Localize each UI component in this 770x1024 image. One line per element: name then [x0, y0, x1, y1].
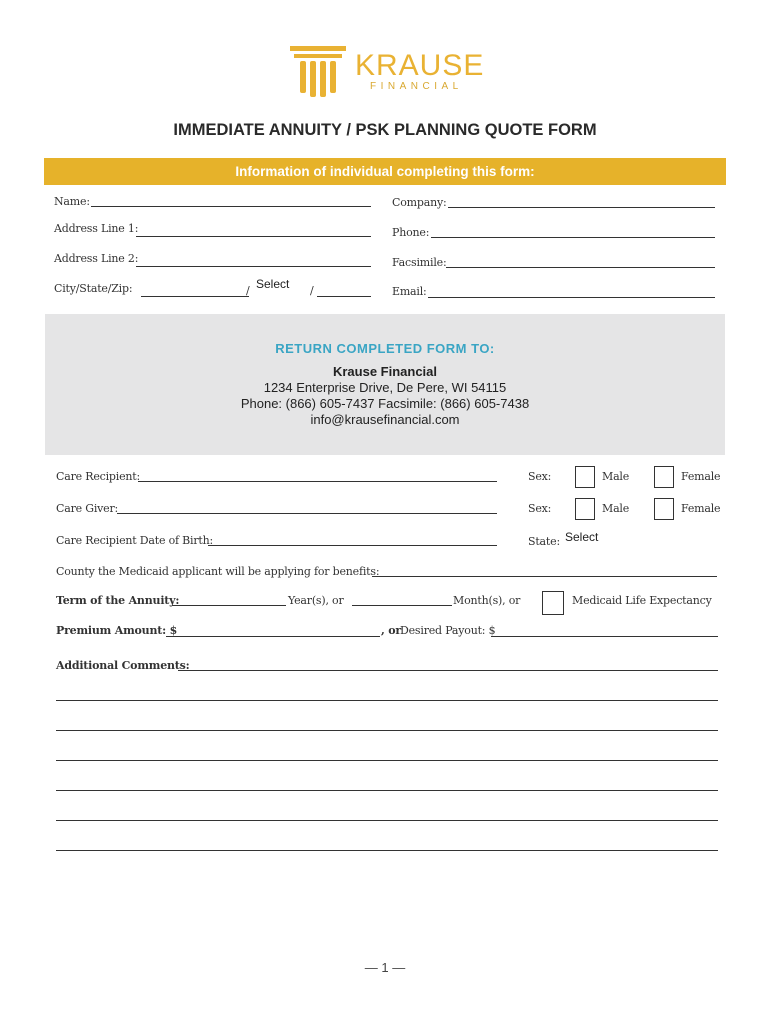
return-email[interactable]: info@krausefinancial.com — [310, 412, 460, 427]
slash-separator: / — [310, 284, 314, 297]
company-label: Company: — [392, 196, 447, 209]
care-recipient-field[interactable] — [138, 481, 497, 482]
comments-line[interactable] — [56, 790, 718, 791]
female-label: Female — [681, 470, 721, 483]
county-label: County the Medicaid applicant will be applying for benefits: — [56, 565, 380, 578]
dob-label: Care Recipient Date of Birth: — [56, 534, 214, 547]
return-address: 1234 Enterprise Drive, De Pere, WI 54115 — [263, 380, 507, 395]
female-label: Female — [681, 502, 721, 515]
address2-label: Address Line 2: — [54, 252, 139, 265]
phone-label: Phone: — [392, 226, 430, 239]
phone-field[interactable] — [431, 237, 715, 238]
medicaid-life-expectancy-checkbox[interactable] — [542, 591, 564, 615]
female-checkbox[interactable] — [654, 498, 674, 520]
name-label: Name: — [54, 195, 90, 208]
years-label: Year(s), or — [288, 594, 344, 607]
slash-separator: / — [246, 284, 250, 297]
facsimile-field[interactable] — [446, 267, 715, 268]
care-giver-field[interactable] — [117, 513, 497, 514]
address1-field[interactable] — [136, 236, 371, 237]
comments-label: Additional Comments: — [56, 659, 190, 672]
email-field[interactable] — [428, 297, 715, 298]
years-field[interactable] — [172, 605, 286, 606]
return-heading: RETURN COMPLETED FORM TO: — [275, 341, 495, 356]
months-label: Month(s), or — [453, 594, 521, 607]
county-field[interactable] — [372, 576, 717, 577]
return-phones: Phone: (866) 605-7437 Facsimile: (866) 605-7438 — [240, 396, 530, 411]
male-checkbox[interactable] — [575, 466, 595, 488]
term-label: Term of the Annuity: — [56, 594, 180, 607]
female-checkbox[interactable] — [654, 466, 674, 488]
comments-line[interactable] — [56, 850, 718, 851]
sex-label: Sex: — [528, 470, 552, 483]
payout-label: Desired Payout: $ — [400, 624, 496, 637]
address2-field[interactable] — [136, 266, 371, 267]
sex-label: Sex: — [528, 502, 552, 515]
dob-field[interactable] — [208, 545, 497, 546]
male-label: Male — [602, 470, 630, 483]
payout-field[interactable] — [491, 636, 718, 637]
pillar-icon — [290, 46, 346, 100]
or-label: , or — [381, 624, 401, 637]
address1-label: Address Line 1: — [54, 222, 139, 235]
comments-line[interactable] — [56, 820, 718, 821]
medicaid-life-expectancy-label: Medicaid Life Expectancy — [572, 594, 712, 607]
male-label: Male — [602, 502, 630, 515]
state-select[interactable]: Select — [256, 277, 290, 291]
return-company: Krause Financial — [332, 364, 438, 379]
months-field[interactable] — [352, 605, 452, 606]
email-label: Email: — [392, 285, 427, 298]
logo-name: KRAUSE — [355, 49, 485, 82]
care-giver-label: Care Giver: — [56, 502, 119, 515]
zip-field[interactable] — [317, 296, 371, 297]
comments-line[interactable] — [56, 730, 718, 731]
male-checkbox[interactable] — [575, 498, 595, 520]
comments-line[interactable] — [56, 700, 718, 701]
state-label: State: — [528, 535, 560, 548]
logo-subtitle: FINANCIAL — [370, 81, 463, 92]
info-section-header: Information of individual completing this form: — [44, 158, 726, 185]
facsimile-label: Facsimile: — [392, 256, 447, 269]
city-field[interactable] — [141, 296, 249, 297]
comments-line[interactable] — [56, 760, 718, 761]
care-recipient-label: Care Recipient: — [56, 470, 140, 483]
care-state-select[interactable]: Select — [565, 530, 599, 544]
name-field[interactable] — [91, 206, 371, 207]
return-address-box — [45, 314, 725, 455]
premium-label: Premium Amount: $ — [56, 624, 178, 637]
company-field[interactable] — [448, 207, 715, 208]
page-number: — 1 — — [364, 960, 406, 975]
premium-field[interactable] — [166, 636, 380, 637]
page-title: IMMEDIATE ANNUITY / PSK PLANNING QUOTE FORM — [173, 121, 597, 139]
comments-field[interactable] — [178, 670, 718, 671]
city-state-zip-label: City/State/Zip: — [54, 282, 133, 295]
